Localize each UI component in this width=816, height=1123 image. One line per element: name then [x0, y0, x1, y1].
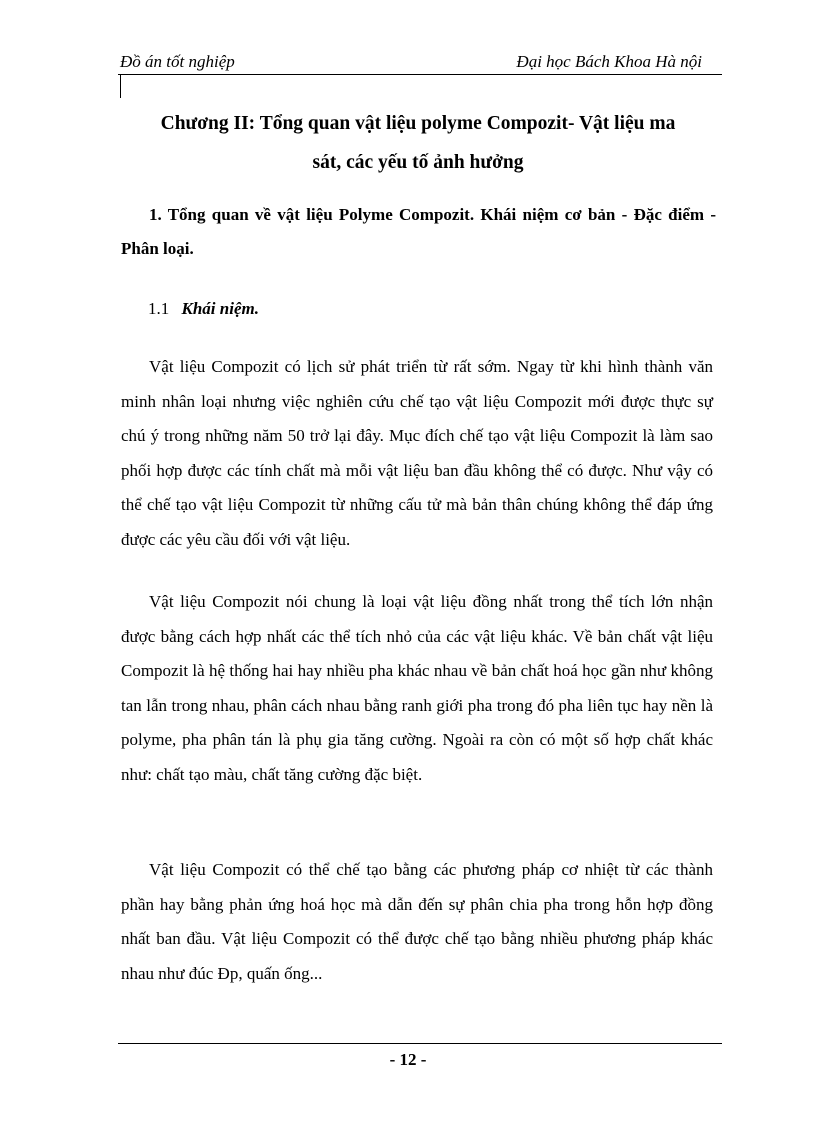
- section-heading: 1. Tổng quan về vật liệu Polyme Compozit. Khái niệm cơ bản - Đặc điểm - Phân loại.: [121, 205, 716, 258]
- footer-divider: [118, 1043, 722, 1044]
- subsection-number: 1.1: [148, 299, 170, 318]
- page-header: [118, 52, 722, 74]
- subsection-heading: [148, 296, 259, 322]
- chapter-title-line-1: Chương II: Tổng quan vật liệu polyme Compozit- Vật liệu ma: [160, 113, 676, 134]
- header-thesis-label: Đồ án tốt nghiệp: [120, 52, 235, 71]
- chapter-title-line-2: sát, các yếu tố ảnh hưởng: [312, 152, 524, 173]
- header-divider: [118, 74, 722, 75]
- chapter-title: [118, 104, 718, 182]
- header-corner-mark: [120, 74, 121, 98]
- body-paragraph-3: Vật liệu Compozit có thể chế tạo bằng các phương pháp cơ nhiệt từ các thành phần hay bằng phản ứng hoá học mà dẫn đến sự phân chia pha trong hỗn hợp đồng nhất ban đầu. Vật liệu Compozit có thể được chế tạo bằng nhiều phương pháp khác nhau như đúc Đp, quấn ống...: [121, 860, 713, 983]
- body-paragraph-2: Vật liệu Compozit nói chung là loại vật liệu đồng nhất trong thể tích lớn nhận được bằng cách hợp nhất các thể tích nhỏ của các vật liệu khác. Về bản chất vật liệu Compozit là hệ thống hai hay nhiều pha khác nhau về bản chất hoá học gần như không tan lẫn trong nhau, phân cách nhau bằng ranh giới pha trong đó pha liên tục hay nền là polyme, pha phân tán là phụ gia tăng cường. Ngoài ra còn có một số hợp chất khác như: chất tạo màu, chất tăng cường đặc biệt.: [121, 592, 713, 784]
- subsection-title: Khái niệm.: [181, 299, 259, 318]
- header-university-label: Đại học Bách Khoa Hà nội: [516, 52, 702, 71]
- page-number: - 12 -: [389, 1050, 427, 1069]
- body-paragraph-1: Vật liệu Compozit có lịch sử phát triển từ rất sớm. Ngay từ khi hình thành văn minh nhân loại nhưng việc nghiên cứu chế tạo vật liệu Compozit mới được thực sự chú ý trong những năm 50 trở lại đây. Mục đích chế tạo vật liệu Compozit là làm sao phối hợp được các tính chất mà mỗi vật liệu ban đầu không thể có được. Như vậy có thể chế tạo vật liệu Compozit từ những cấu tử mà bản thân chúng không thể đáp ứng được các yêu cầu đối với vật liệu.: [121, 357, 713, 549]
